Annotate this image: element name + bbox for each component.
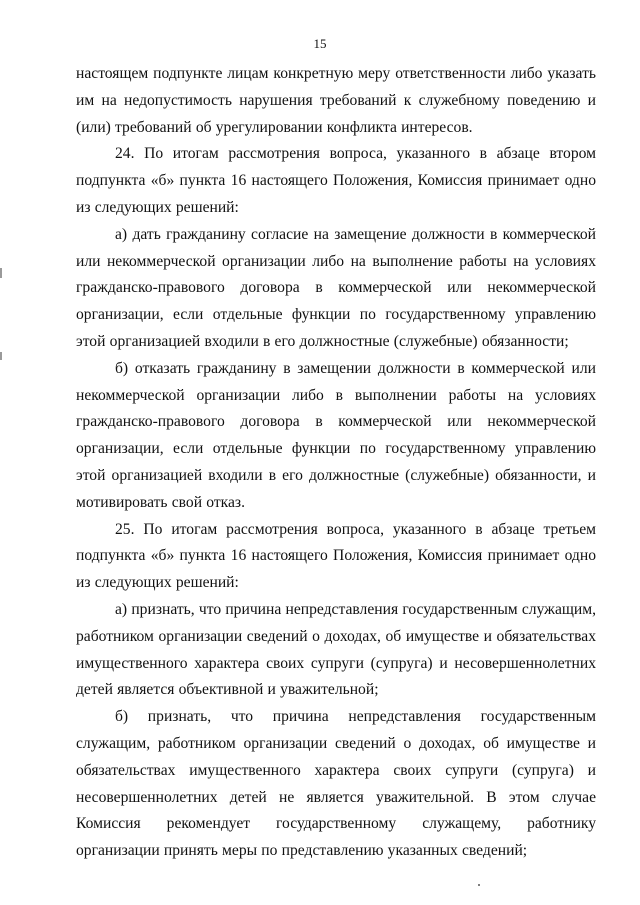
paragraph-item-24-b: б) отказать гражданину в замещении должности в коммерческой или некоммерческой организации либо в выполнении работы на условиях гражданско-правового договора в коммерческой или некоммерческой организации, если отдельные функции по государственному управлению этой организацией входили в его должностные (служебные) обязанности, и мотивировать свой отказ. bbox=[76, 359, 596, 511]
paragraph-item-25: 25. По итогам рассмотрения вопроса, указанного в абзаце третьем подпункта «б» пункта 16 настоящего Положения, Комиссия принимает одно из следующих решений: bbox=[76, 520, 596, 592]
document-body bbox=[76, 61, 596, 865]
scan-speck bbox=[478, 884, 480, 886]
paragraph-item-24: 24. По итогам рассмотрения вопроса, указанного в абзаце втором подпункта «б» пункта 16 настоящего Положения, Комиссия принимает одно из следующих решений: bbox=[76, 145, 596, 216]
page-number: 15 bbox=[313, 36, 327, 51]
paragraph-item-25-b: б) признать, что причина непредставления государственным служащим, работником организации сведений о доходах, об имуществе и обязательствах имущественного характера своих супруги (супруга) и несовершеннолетних детей не является уважительной. В этом случае Комиссия рекомендует государственному служащему, работнику организации принять меры по представлению указанных сведений; bbox=[76, 708, 596, 860]
scan-edge-mark bbox=[0, 352, 2, 360]
paragraph-item-25-a: а) признать, что причина непредставления государственным служащим, работником организации сведений о доходах, об имуществе и обязательствах имущественного характера своих супруги (супруга) и несовершеннолетних детей является объективной и уважительной; bbox=[76, 600, 596, 699]
paragraph-item-24-a: а) дать гражданину согласие на замещение должности в коммерческой или некоммерческой организации либо на выполнение работы на условиях гражданско-правового договора в коммерческой или некоммерческой организации, если отдельные функции по государственному управлению этой организацией входили в его должностные (служебные) обязанности; bbox=[76, 225, 596, 350]
paragraph-continuation: настоящем подпункте лицам конкретную меру ответственности либо указать им на недопустимость нарушения требований к служебному поведению и (или) требований об урегулировании конфликта интересов. bbox=[76, 65, 596, 136]
scan-edge-mark bbox=[0, 268, 2, 278]
